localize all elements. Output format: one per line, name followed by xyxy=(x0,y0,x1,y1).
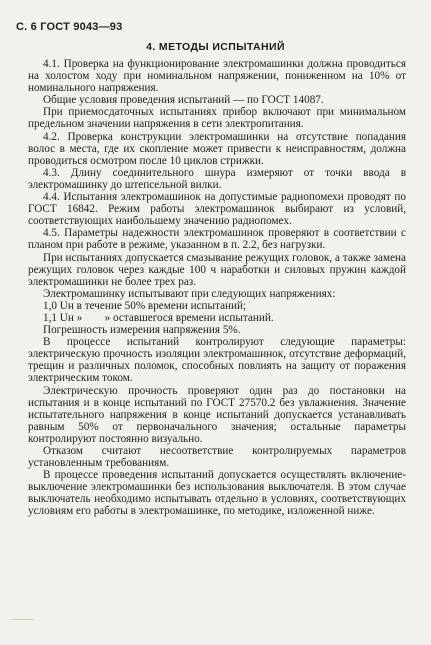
paragraph-switch-testing: В процессе проведения испытаний допускается осуществлять включение-выключение электромашинки без использования выключателя. В этом случае выключатель необходимо испытывать отдельно в условиях, соответствующих условиям его работы в электромашинке, по методике, изложенной ниже. xyxy=(28,469,406,518)
paragraph-voltages-intro: Электромашинку испытывают при следующих напряжениях: xyxy=(43,287,336,300)
paragraph-controlled-parameters: В процессе испытаний контролируют следующие параметры: электрическую прочность изоляции электромашинок, отсутствие деформаций, трещин и различных поломок, способных повлиять на защиту от поражения электрическим током. xyxy=(28,336,406,385)
paragraph-4-5: 4.5. Параметры надежности электромашинок проверяют в соответствии с планом при работе в режиме, указанном в п. 2.2, без нагрузки. xyxy=(28,227,406,252)
scan-artifact xyxy=(12,619,34,620)
paragraph-general-conditions: Общие условия проведения испытаний — по ГОСТ 14087. xyxy=(43,94,324,107)
paragraph-lubrication: При испытаниях допускается смазывание режущих головок, а также замена режущих головок через каждые 100 ч наработки и силовых пружин каждой электромашинки не более трех раз. xyxy=(28,251,406,288)
paragraph-measurement-error: Погрешность измерения напряжения 5%. xyxy=(43,324,241,337)
paragraph-4-3: 4.3. Длину соединительного шнура измеряют от точки ввода в электромашинку до штепсельной вилки. xyxy=(28,166,406,191)
document-body xyxy=(28,58,406,518)
paragraph-4-2: 4.2. Проверка конструкции электромашинки на отсутствие попадания волос в места, где их скопление может привести к неисправностям, должна проводиться осмотром после 10 циклов стрижки. xyxy=(28,130,406,167)
paragraph-4-4: 4.4. Испытания электромашинок на допустимые радиопомехи проводят по ГОСТ 16842. Режим работы электромашинок выбирают из условий, соответствующих наибольшему значению радиопомех. xyxy=(28,191,406,228)
paragraph-failure-criterion: Отказом считают несоответствие контролируемых параметров установленным требованиям. xyxy=(28,445,406,470)
voltage-line-1: 1,0 Uн в течение 50% времени испытаний; xyxy=(43,299,247,312)
page-header: С. 6 ГОСТ 9043—93 xyxy=(16,21,123,33)
section-title: 4. МЕТОДЫ ИСПЫТАНИЙ xyxy=(146,41,285,53)
paragraph-4-1: 4.1. Проверка на функционирование электромашинки должна проводиться на холостом ходу при номинальном напряжении, пониженном на 10% от номинального напряжения. xyxy=(28,58,406,95)
paragraph-electric-strength: Электрическую прочность проверяют один раз до постановки на испытания и в конце испытаний по ГОСТ 27570.2 без увлажнения. Значение испытательного напряжения в конце испытаний допускается устанавливать равным 50% от первоначального значения; остальные параметры контролируют постоянно визуально. xyxy=(28,384,406,445)
voltage-line-2: 1,1 Uн » » оставшегося времени испытаний. xyxy=(43,311,274,324)
paragraph-acceptance-tests: При приемосдаточных испытаниях прибор включают при минимальном предельном значении напряжения в сети электропитания. xyxy=(28,106,406,131)
